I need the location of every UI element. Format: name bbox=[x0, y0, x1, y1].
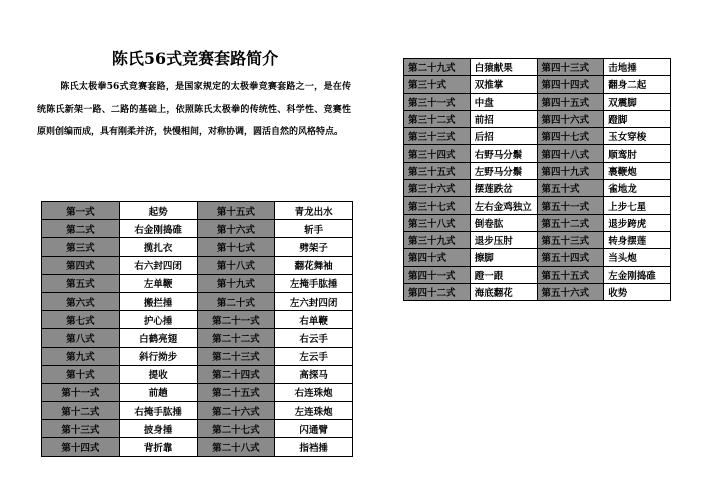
move-name-cell: 右野马分鬃 bbox=[470, 145, 537, 162]
table-row bbox=[42, 329, 353, 347]
move-name-cell: 上步七星 bbox=[604, 197, 671, 214]
move-number-cell: 第四十式 bbox=[404, 249, 471, 266]
move-name-cell: 提收 bbox=[119, 365, 197, 383]
move-name-cell: 搬拦捶 bbox=[119, 292, 197, 310]
move-number-cell: 第二十三式 bbox=[197, 347, 275, 365]
move-name-cell: 翻花舞袖 bbox=[275, 256, 353, 274]
move-name-cell: 白鹤亮翅 bbox=[119, 329, 197, 347]
move-number-cell: 第十二式 bbox=[42, 402, 120, 420]
move-name-cell: 前招 bbox=[470, 110, 537, 127]
table-row bbox=[42, 256, 353, 274]
move-name-cell: 左云手 bbox=[275, 347, 353, 365]
table-row bbox=[404, 231, 671, 248]
table-row bbox=[404, 128, 671, 145]
move-number-cell: 第五十五式 bbox=[537, 266, 604, 283]
move-name-cell: 指裆捶 bbox=[275, 438, 353, 456]
move-number-cell: 第五十式 bbox=[537, 180, 604, 197]
move-name-cell: 闪通臂 bbox=[275, 420, 353, 438]
move-number-cell: 第五十三式 bbox=[537, 231, 604, 248]
table-row bbox=[42, 238, 353, 256]
intro-paragraph: 陈氏太极拳56式竞赛套路，是国家规定的太极拳竞赛套路之一，是在传统陈氏新架一路、二路的基础上，依照陈氏太极拳的传统性、科学性、竞赛性原则创编而成，具有刚柔并济，快慢相间，对称协调，圆活自然的风格特点。 bbox=[37, 82, 351, 137]
table-row bbox=[404, 197, 671, 214]
table-row bbox=[404, 59, 671, 76]
move-name-cell: 右掩手肱捶 bbox=[119, 402, 197, 420]
move-name-cell: 揽扎衣 bbox=[119, 238, 197, 256]
table-row bbox=[404, 180, 671, 197]
document-title: 陈氏56式竞赛套路简介 bbox=[111, 49, 279, 68]
move-name-cell: 雀地龙 bbox=[604, 180, 671, 197]
move-number-cell: 第四十七式 bbox=[537, 128, 604, 145]
move-number-cell: 第七式 bbox=[42, 311, 120, 329]
move-number-cell: 第二十七式 bbox=[197, 420, 275, 438]
move-number-cell: 第十四式 bbox=[42, 438, 120, 456]
move-name-cell: 海底翻花 bbox=[470, 283, 537, 300]
move-number-cell: 第十三式 bbox=[42, 420, 120, 438]
move-number-cell: 第三十三式 bbox=[404, 128, 471, 145]
move-name-cell: 右六封四闭 bbox=[119, 256, 197, 274]
move-name-cell: 白猿献果 bbox=[470, 59, 537, 76]
table-row bbox=[42, 365, 353, 383]
table-row bbox=[42, 220, 353, 238]
move-number-cell: 第十九式 bbox=[197, 274, 275, 292]
move-number-cell: 第四十八式 bbox=[537, 145, 604, 162]
move-name-cell: 起势 bbox=[119, 202, 197, 220]
table-row bbox=[404, 145, 671, 162]
move-number-cell: 第三十五式 bbox=[404, 162, 471, 179]
move-name-cell: 斩手 bbox=[275, 220, 353, 238]
table-row bbox=[42, 274, 353, 292]
move-number-cell: 第四十九式 bbox=[537, 162, 604, 179]
move-number-cell: 第十七式 bbox=[197, 238, 275, 256]
table-row bbox=[42, 438, 353, 456]
move-name-cell: 右云手 bbox=[275, 329, 353, 347]
move-number-cell: 第三十八式 bbox=[404, 214, 471, 231]
move-name-cell: 擦脚 bbox=[470, 249, 537, 266]
move-name-cell: 退步跨虎 bbox=[604, 214, 671, 231]
move-name-cell: 蹬脚 bbox=[604, 110, 671, 127]
move-number-cell: 第四十三式 bbox=[537, 59, 604, 76]
move-number-cell: 第三十二式 bbox=[404, 110, 471, 127]
move-name-cell: 裹鞭炮 bbox=[604, 162, 671, 179]
move-name-cell: 右连珠炮 bbox=[275, 383, 353, 401]
move-number-cell: 第五十二式 bbox=[537, 214, 604, 231]
move-number-cell: 第二十一式 bbox=[197, 311, 275, 329]
move-number-cell: 第五式 bbox=[42, 274, 120, 292]
move-name-cell: 右单鞭 bbox=[275, 311, 353, 329]
move-number-cell: 第四十五式 bbox=[537, 93, 604, 110]
move-name-cell: 翻身二起 bbox=[604, 76, 671, 93]
move-name-cell: 右金刚捣碓 bbox=[119, 220, 197, 238]
move-number-cell: 第五十一式 bbox=[537, 197, 604, 214]
table-row bbox=[42, 402, 353, 420]
move-name-cell: 前趟 bbox=[119, 383, 197, 401]
move-name-cell: 披身捶 bbox=[119, 420, 197, 438]
move-number-cell: 第四十六式 bbox=[537, 110, 604, 127]
move-number-cell: 第二十四式 bbox=[197, 365, 275, 383]
table-row bbox=[42, 202, 353, 220]
move-number-cell: 第九式 bbox=[42, 347, 120, 365]
move-name-cell: 左金刚捣碓 bbox=[604, 266, 671, 283]
move-number-cell: 第二十二式 bbox=[197, 329, 275, 347]
move-number-cell: 第二十九式 bbox=[404, 59, 471, 76]
move-number-cell: 第六式 bbox=[42, 292, 120, 310]
table-row bbox=[42, 347, 353, 365]
move-number-cell: 第三十九式 bbox=[404, 231, 471, 248]
move-name-cell: 左单鞭 bbox=[119, 274, 197, 292]
table-row bbox=[42, 292, 353, 310]
move-name-cell: 双震脚 bbox=[604, 93, 671, 110]
move-number-cell: 第二十六式 bbox=[197, 402, 275, 420]
move-number-cell: 第八式 bbox=[42, 329, 120, 347]
move-number-cell: 第五十四式 bbox=[537, 249, 604, 266]
move-number-cell: 第四十四式 bbox=[537, 76, 604, 93]
move-name-cell: 左掩手肱捶 bbox=[275, 274, 353, 292]
move-number-cell: 第五十六式 bbox=[537, 283, 604, 300]
moves-table-1-28 bbox=[41, 201, 353, 457]
table-row bbox=[404, 283, 671, 300]
move-name-cell: 转身摆莲 bbox=[604, 231, 671, 248]
move-number-cell: 第四十一式 bbox=[404, 266, 471, 283]
move-name-cell: 后招 bbox=[470, 128, 537, 145]
move-name-cell: 顺鸾肘 bbox=[604, 145, 671, 162]
table-row bbox=[404, 162, 671, 179]
move-number-cell: 第二十八式 bbox=[197, 438, 275, 456]
move-name-cell: 左连珠炮 bbox=[275, 402, 353, 420]
move-name-cell: 背折靠 bbox=[119, 438, 197, 456]
move-name-cell: 高探马 bbox=[275, 365, 353, 383]
move-number-cell: 第十六式 bbox=[197, 220, 275, 238]
move-number-cell: 第十八式 bbox=[197, 256, 275, 274]
move-number-cell: 第三十一式 bbox=[404, 93, 471, 110]
table-row bbox=[404, 214, 671, 231]
move-name-cell: 双推掌 bbox=[470, 76, 537, 93]
move-name-cell: 护心捶 bbox=[119, 311, 197, 329]
move-name-cell: 青龙出水 bbox=[275, 202, 353, 220]
move-number-cell: 第三十七式 bbox=[404, 197, 471, 214]
move-name-cell: 击地捶 bbox=[604, 59, 671, 76]
table-row bbox=[42, 311, 353, 329]
move-name-cell: 玉女穿梭 bbox=[604, 128, 671, 145]
table-row bbox=[404, 110, 671, 127]
table-row bbox=[404, 76, 671, 93]
table-row bbox=[42, 420, 353, 438]
move-number-cell: 第二十五式 bbox=[197, 383, 275, 401]
move-number-cell: 第三十六式 bbox=[404, 180, 471, 197]
move-name-cell: 劈架子 bbox=[275, 238, 353, 256]
move-number-cell: 第二式 bbox=[42, 220, 120, 238]
move-number-cell: 第十五式 bbox=[197, 202, 275, 220]
move-number-cell: 第二十式 bbox=[197, 292, 275, 310]
move-name-cell: 当头炮 bbox=[604, 249, 671, 266]
move-number-cell: 第三十式 bbox=[404, 76, 471, 93]
move-number-cell: 第十式 bbox=[42, 365, 120, 383]
table-row bbox=[404, 93, 671, 110]
move-name-cell: 左野马分鬃 bbox=[470, 162, 537, 179]
move-number-cell: 第四十二式 bbox=[404, 283, 471, 300]
move-name-cell: 倒卷肱 bbox=[470, 214, 537, 231]
moves-table-29-56 bbox=[403, 58, 671, 301]
move-name-cell: 左右金鸡独立 bbox=[470, 197, 537, 214]
move-number-cell: 第一式 bbox=[42, 202, 120, 220]
move-number-cell: 第三式 bbox=[42, 238, 120, 256]
move-name-cell: 蹬一跟 bbox=[470, 266, 537, 283]
move-number-cell: 第十一式 bbox=[42, 383, 120, 401]
table-row bbox=[42, 383, 353, 401]
table-row bbox=[404, 266, 671, 283]
move-name-cell: 左六封四闭 bbox=[275, 292, 353, 310]
move-name-cell: 收势 bbox=[604, 283, 671, 300]
move-name-cell: 退步压肘 bbox=[470, 231, 537, 248]
move-name-cell: 摆莲跌岔 bbox=[470, 180, 537, 197]
move-name-cell: 斜行拗步 bbox=[119, 347, 197, 365]
move-name-cell: 中盘 bbox=[470, 93, 537, 110]
move-number-cell: 第三十四式 bbox=[404, 145, 471, 162]
table-row bbox=[404, 249, 671, 266]
move-number-cell: 第四式 bbox=[42, 256, 120, 274]
